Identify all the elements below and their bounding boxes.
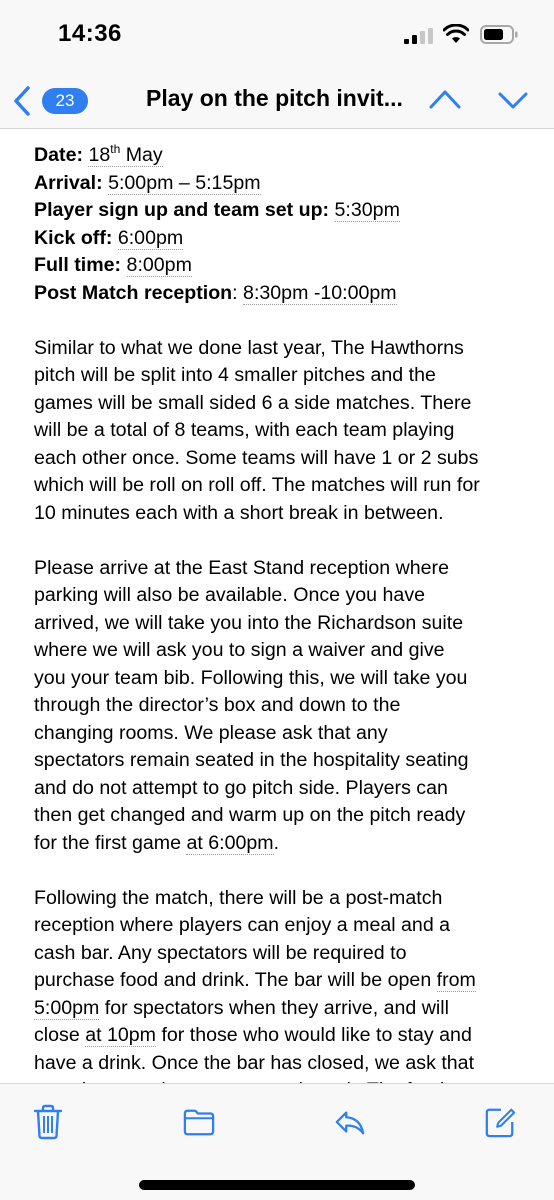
next-message-chevron-down-icon[interactable] — [497, 90, 529, 110]
detail-row-date — [34, 142, 524, 170]
detail-label: Date: — [34, 144, 83, 166]
email-body — [34, 142, 524, 1105]
detail-row-signup — [34, 197, 524, 225]
bar-open-time-link[interactable]: from — [436, 969, 476, 991]
detail-label: Arrival: — [34, 171, 103, 194]
message-subject-title: Play on the pitch invit... — [146, 85, 403, 111]
reply-icon[interactable] — [334, 1104, 366, 1140]
detail-row-fulltime — [34, 252, 524, 280]
status-time: 14:36 — [58, 20, 122, 47]
reception-time-link[interactable]: 8:30pm -10:00pm — [243, 281, 397, 304]
previous-message-chevron-up-icon[interactable] — [428, 88, 462, 110]
fulltime-time-link[interactable]: 8:00pm — [126, 254, 192, 276]
paragraph-arrival: Please arrive at the East Stand reception where parking will also be available. Once you have arrived, we will take you into the Richardson suite where we will ask you to sign a waiver and give you your team bib. Following this, we will take you through the director’s box and down to the changing rooms. We please ask that any spectators remain seated in the hospitality seating and do not attempt to go pitch side. Players can then get changed and warm up on the pitch ready for the first game at 6:00pm. — [34, 556, 469, 854]
paragraph-format: Similar to what we done last year, The Hawthorns pitch will be split into 4 smaller pitches and the games will be small sided 6 a side matches. There will be a total of 8 teams, with each team playing each other once. Some teams will have 1 or 2 subs which will be roll on roll off. The matches will run for 10 minutes each with a short break in between. — [34, 336, 480, 524]
paragraph-reception: Following the match, there will be a post-match reception where players can enjoy a meal and a cash bar. Any spectators will be required to purchase food and drink. The bar will be open from 5:00pm for spectators when they arrive, and will close at 10pm for those who would like to stay and have a drink. Once the bar has closed, we ask that — [34, 886, 476, 1074]
wifi-icon — [443, 24, 469, 44]
folder-icon[interactable] — [183, 1104, 215, 1140]
unread-count-badge[interactable]: 23 — [42, 88, 88, 114]
compose-icon[interactable] — [484, 1104, 516, 1140]
home-indicator[interactable] — [139, 1180, 415, 1190]
first-game-time-link[interactable]: at 6:00pm — [186, 831, 274, 854]
detail-row-kickoff — [34, 225, 524, 253]
back-chevron-icon[interactable] — [8, 84, 38, 118]
status-bar — [0, 0, 554, 70]
signup-time-link[interactable]: 5:30pm — [334, 199, 400, 221]
kickoff-time-link[interactable]: 6:00pm — [117, 226, 184, 249]
detail-label: Post Match reception — [34, 281, 233, 304]
detail-label: Player sign up and team set up: — [34, 199, 330, 221]
event-details — [34, 142, 524, 307]
arrival-time-link[interactable]: 5:00pm – 5:15pm — [108, 171, 261, 194]
detail-label: Kick off: — [34, 226, 113, 249]
detail-row-arrival — [34, 170, 524, 198]
trash-icon[interactable] — [32, 1104, 64, 1140]
date-link[interactable]: 18th May — [88, 142, 163, 166]
bar-close-time-link[interactable]: at 10pm — [85, 1024, 156, 1046]
bar-open-time-link-cont[interactable]: 5:00pm — [34, 996, 100, 1019]
battery-icon — [480, 25, 518, 44]
nav-bar — [0, 70, 554, 129]
cellular-signal-icon — [404, 28, 434, 44]
detail-label: Full time: — [34, 254, 122, 276]
detail-row-reception: Post Match reception: 8:30pm -10:00pm — [34, 281, 397, 304]
